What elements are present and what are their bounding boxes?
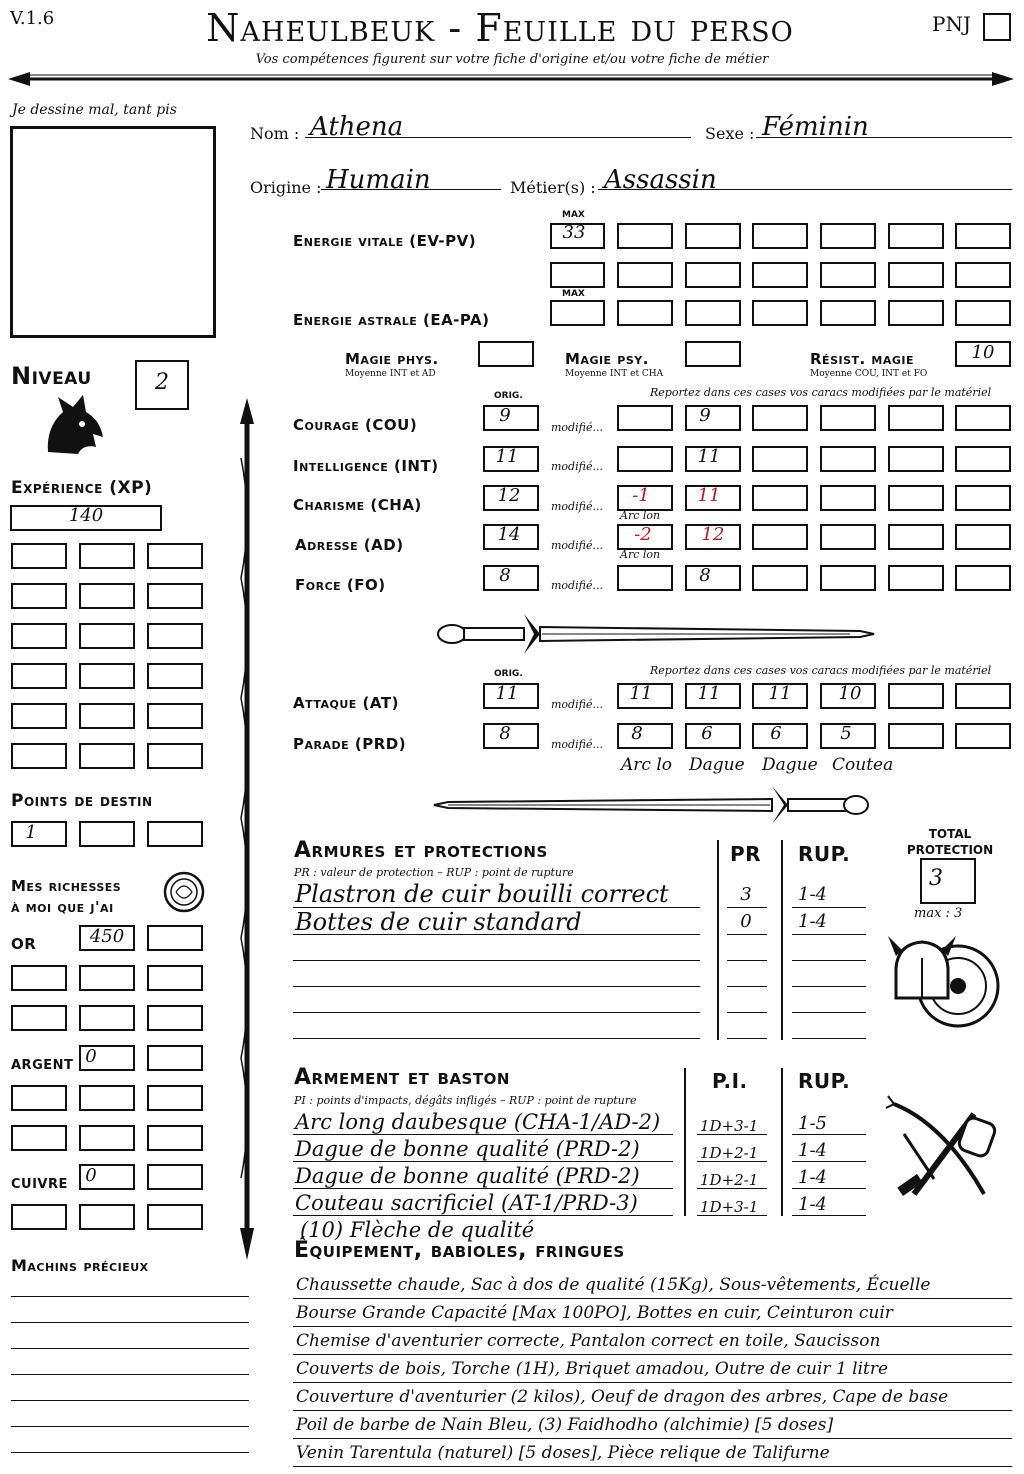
equipement-rule[interactable] — [293, 1438, 1012, 1439]
resist-magie-label: Résist. magie — [810, 350, 915, 368]
arme-pi: 1D+2-1 — [700, 1144, 759, 1162]
total-protection-max: max : 3 — [914, 906, 963, 921]
xp-cell[interactable] — [11, 743, 67, 769]
at-cell[interactable] — [955, 683, 1011, 709]
precieux-line[interactable] — [11, 1348, 249, 1349]
xp-label: Expérience (XP) — [11, 478, 153, 498]
metier-value: Assassin — [604, 165, 717, 195]
prd-cell[interactable] — [955, 723, 1011, 749]
sexe-label: Sexe : — [705, 124, 755, 143]
xp-cell[interactable] — [147, 583, 203, 609]
spear-divider-icon — [8, 68, 1016, 90]
or-label: OR — [11, 935, 37, 953]
precieux-line[interactable] — [11, 1374, 249, 1375]
destin-value: 1 — [25, 822, 37, 843]
equipement-line: Chaussette chaude, Sac à dos de qualité (15Kg), Sous-vêtements, Écuelle — [296, 1275, 931, 1295]
magie-psy-label: Magie psy. — [565, 350, 649, 368]
ev-cell[interactable] — [550, 262, 605, 288]
carac-label: Courage (COU) — [293, 416, 418, 434]
xp-cell[interactable] — [11, 583, 67, 609]
carac-mod-cell[interactable] — [888, 565, 944, 591]
argent-label: ARGENT — [11, 1058, 74, 1073]
sword-icon — [432, 782, 872, 828]
total-protection-label: TOTAL PROTECTION — [906, 827, 994, 857]
armures-pr-label: PR — [730, 842, 762, 866]
arme-name: Dague de bonne qualité (PRD-2) — [295, 1164, 640, 1188]
nom-label: Nom : — [250, 124, 300, 143]
combat-orig-label: ORIG. — [494, 669, 523, 679]
arme-rup: 1-4 — [798, 1194, 827, 1215]
resist-magie-value: 10 — [971, 342, 995, 363]
magie-psy-sub: Moyenne INT et CHA — [565, 369, 664, 379]
sword-icon — [430, 610, 875, 658]
richesses-label-2: à moi que j'ai — [11, 898, 114, 916]
armure-line[interactable] — [293, 1012, 700, 1013]
arme-line[interactable] — [792, 1215, 866, 1216]
at-value: 11 — [768, 683, 792, 704]
armement-note: PI : points d'impacts, dégâts infligés – RUP : point de rupture — [294, 1094, 637, 1107]
destin-cell[interactable] — [147, 821, 203, 847]
equipement-rule[interactable] — [293, 1354, 1012, 1355]
armure-line[interactable] — [727, 986, 767, 987]
carac-mod-cell[interactable] — [888, 446, 944, 472]
cuivre-value: 0 — [85, 1165, 97, 1186]
money-cell[interactable] — [11, 965, 67, 991]
arme-line[interactable] — [697, 1188, 767, 1189]
carac-mod-cell[interactable] — [888, 485, 944, 511]
at-value: 11 — [629, 683, 653, 704]
richesses-label: Mes richesses — [11, 877, 122, 895]
ea-cell[interactable] — [820, 300, 876, 326]
carac-mod-cell[interactable] — [820, 524, 876, 550]
carac-mod-cell[interactable] — [752, 405, 808, 431]
vertical-spear-icon — [232, 398, 262, 1260]
armure-line[interactable] — [727, 1038, 767, 1039]
equipement-line: Poil de barbe de Nain Bleu, (3) Faidhodho (alchimie) [5 doses] — [296, 1415, 834, 1435]
ev-cell[interactable] — [685, 223, 741, 249]
equipement-line: Venin Tarentula (naturel) [5 doses], Pièce relique de Talifurne — [296, 1443, 830, 1463]
niveau-label: Niveau — [11, 362, 92, 390]
armement-col-sep — [781, 1068, 783, 1216]
armure-line[interactable] — [727, 960, 767, 961]
money-cell[interactable] — [147, 1005, 203, 1031]
arme-line[interactable] — [293, 1188, 673, 1189]
equipement-rule[interactable] — [293, 1410, 1012, 1411]
sexe-value: Féminin — [762, 112, 869, 142]
carac-label: Force (FO) — [295, 576, 386, 594]
money-cell[interactable] — [147, 965, 203, 991]
sheet-title: Naheulbeuk - Feuille du perso — [206, 6, 794, 50]
prd-value: 6 — [701, 723, 713, 744]
equipement-rule[interactable] — [293, 1298, 1012, 1299]
armures-note: PR : valeur de protection – RUP : point de rupture — [294, 866, 574, 879]
magie-phys-label: Magie phys. — [345, 350, 439, 368]
ev-cell[interactable] — [820, 262, 876, 288]
at-label: Attaque (AT) — [293, 694, 399, 712]
ea-cell[interactable] — [888, 300, 944, 326]
armure-line[interactable] — [727, 934, 767, 935]
armure-rup: 1-4 — [798, 911, 827, 932]
arme-extra: (10) Flèche de qualité — [300, 1218, 535, 1242]
caracs-orig-label: ORIG. — [494, 391, 523, 401]
carac-label: Charisme (CHA) — [293, 496, 422, 514]
crossed-weapons-icon — [884, 1094, 1004, 1214]
magie-phys-sub: Moyenne INT et AD — [345, 369, 436, 379]
arme-name: Arc long daubesque (CHA-1/AD-2) — [295, 1110, 661, 1134]
combat-report-note: Reportez dans ces cases vos caracs modifiées par le matériel — [650, 664, 992, 677]
armure-line[interactable] — [792, 986, 866, 987]
carac-mod-cell[interactable] — [955, 485, 1011, 511]
armure-line[interactable] — [293, 934, 700, 935]
equipement-rule[interactable] — [293, 1466, 1012, 1467]
armure-line[interactable] — [293, 986, 700, 987]
armure-line[interactable] — [792, 907, 866, 908]
armure-line[interactable] — [792, 1038, 866, 1039]
xp-cell[interactable] — [11, 703, 67, 729]
carac-modif-label: modifié... — [551, 539, 603, 552]
ea-cell[interactable] — [955, 300, 1011, 326]
prd-value: 5 — [840, 723, 852, 744]
niveau-value: 2 — [155, 370, 169, 395]
nom-value: Athena — [310, 112, 404, 142]
cuivre-label: CUIVRE — [11, 1177, 68, 1192]
armement-rup-label: RUP. — [798, 1069, 851, 1093]
money-cell[interactable] — [147, 1125, 203, 1151]
carac-mod-cell[interactable] — [820, 485, 876, 511]
arme-pi: 1D+3-1 — [700, 1117, 759, 1135]
at-cell[interactable] — [888, 683, 944, 709]
carac-final-value: 11 — [697, 446, 721, 467]
equipement-line: Couverts de bois, Torche (1H), Briquet amadou, Outre de cuir 1 litre — [296, 1359, 889, 1379]
armures-rup-label: RUP. — [798, 842, 851, 866]
precieux-line[interactable] — [11, 1426, 249, 1427]
armure-line[interactable] — [727, 907, 767, 908]
armure-pr: 0 — [740, 911, 752, 932]
money-cell[interactable] — [11, 1125, 67, 1151]
arme-line[interactable] — [697, 1161, 767, 1162]
portrait-box[interactable] — [10, 126, 216, 338]
carac-mod-cell[interactable] — [955, 405, 1011, 431]
armure-line[interactable] — [727, 1012, 767, 1013]
carac-mod-cell[interactable] — [888, 524, 944, 550]
carac-mod-cell[interactable] — [955, 565, 1011, 591]
carac-mod-cell[interactable] — [820, 405, 876, 431]
subtitle: Vos compétences figurent sur votre fiche d'origine et/ou votre fiche de métier — [255, 52, 769, 67]
at-value: 10 — [838, 683, 862, 704]
carac-mod-note: Arc lon — [620, 509, 661, 522]
xp-value: 140 — [68, 505, 104, 526]
at-modif-label: modifié... — [551, 698, 603, 711]
xp-cell[interactable] — [79, 663, 135, 689]
armement-col-sep — [684, 1068, 686, 1216]
arme-pi: 1D+2-1 — [700, 1171, 759, 1189]
arme-rup: 1-5 — [798, 1113, 827, 1134]
armure-line[interactable] — [792, 934, 866, 935]
carac-modif-label: modifié... — [551, 579, 603, 592]
destin-cell[interactable] — [79, 821, 135, 847]
carac-orig-value: 14 — [497, 524, 521, 545]
money-cell[interactable] — [11, 1085, 67, 1111]
equipement-rule[interactable] — [293, 1382, 1012, 1383]
money-cell[interactable] — [11, 1204, 67, 1230]
carac-mod-cell[interactable] — [955, 446, 1011, 472]
carac-modif-label: modifié... — [551, 460, 603, 473]
magie-psy-box[interactable] — [685, 341, 741, 367]
prd-value: 6 — [770, 723, 782, 744]
precieux-line[interactable] — [11, 1322, 249, 1323]
origine-value: Humain — [326, 165, 431, 195]
armement-title: Armement et baston — [294, 1065, 510, 1090]
equipement-line: Couverture d'aventurier (2 kilos), Oeuf de dragon des arbres, Cape de base — [296, 1387, 949, 1407]
arme-line[interactable] — [792, 1134, 866, 1135]
arme-rup: 1-4 — [798, 1167, 827, 1188]
carac-mod-cell[interactable] — [888, 405, 944, 431]
dragon-head-icon — [38, 392, 108, 464]
carac-final-value: 12 — [701, 524, 725, 545]
xp-cell[interactable] — [79, 743, 135, 769]
xp-cell[interactable] — [79, 623, 135, 649]
armure-rup: 1-4 — [798, 884, 827, 905]
armure-name: Bottes de cuir standard — [295, 908, 582, 936]
arme-line[interactable] — [293, 1161, 673, 1162]
arme-line[interactable] — [697, 1215, 767, 1216]
arme-name: Dague de bonne qualité (PRD-2) — [295, 1137, 640, 1161]
carac-orig-value: 9 — [499, 405, 511, 426]
at-orig-value: 11 — [495, 683, 519, 704]
carac-final-value: 11 — [697, 485, 721, 506]
ea-cell[interactable] — [617, 300, 673, 326]
argent-cell[interactable] — [147, 1045, 203, 1071]
carac-orig-value: 12 — [497, 485, 521, 506]
arme-line[interactable] — [792, 1188, 866, 1189]
prd-cell[interactable] — [888, 723, 944, 749]
ev-cell[interactable] — [617, 223, 673, 249]
xp-cell[interactable] — [11, 663, 67, 689]
armure-name: Plastron de cuir bouilli correct — [295, 880, 669, 908]
carac-final-value: 8 — [699, 565, 711, 586]
money-cell[interactable] — [79, 1125, 135, 1151]
xp-cell[interactable] — [79, 703, 135, 729]
xp-cell[interactable] — [147, 543, 203, 569]
destin-label: Points de destin — [11, 791, 153, 811]
xp-cell[interactable] — [147, 623, 203, 649]
weapon-name: Dague — [689, 755, 745, 775]
carac-mod-cell[interactable] — [617, 565, 673, 591]
carac-label: Adresse (AD) — [295, 536, 404, 554]
carac-mod-cell[interactable] — [617, 405, 673, 431]
arme-line[interactable] — [293, 1134, 673, 1135]
xp-cell[interactable] — [147, 703, 203, 729]
ea-max-label: MAX — [562, 289, 585, 299]
prd-value: 8 — [631, 723, 643, 744]
armures-col-sep — [717, 840, 719, 1040]
version-label: V.1.6 — [10, 8, 55, 29]
money-cell[interactable] — [11, 1005, 67, 1031]
arme-line[interactable] — [697, 1134, 767, 1135]
ev-cell[interactable] — [888, 223, 944, 249]
ev-cell[interactable] — [955, 262, 1011, 288]
ea-max-box[interactable] — [550, 300, 605, 326]
arme-pi: 1D+3-1 — [700, 1198, 759, 1216]
carac-mod-cell[interactable] — [820, 446, 876, 472]
ev-label: Energie vitale (EV-PV) — [293, 232, 477, 250]
prd-modif-label: modifié... — [551, 738, 603, 751]
armures-col-sep — [781, 840, 783, 1040]
weapon-name: Coutea — [832, 755, 894, 775]
or-cell[interactable] — [147, 925, 203, 951]
xp-cell[interactable] — [147, 743, 203, 769]
carac-modif-label: modifié... — [551, 421, 603, 434]
carac-modif-label: modifié... — [551, 500, 603, 513]
cuivre-cell[interactable] — [147, 1164, 203, 1190]
armure-pr: 3 — [740, 884, 752, 905]
ea-cell[interactable] — [685, 300, 741, 326]
carac-mod-cell[interactable] — [752, 446, 808, 472]
equipement-rule[interactable] — [293, 1326, 1012, 1327]
coin-icon — [162, 870, 206, 914]
armement-pi-label: P.I. — [712, 1069, 748, 1093]
armure-line[interactable] — [792, 1012, 866, 1013]
argent-value: 0 — [85, 1046, 97, 1067]
ev-cell[interactable] — [955, 223, 1011, 249]
money-cell[interactable] — [79, 1085, 135, 1111]
caracs-report-note: Reportez dans ces cases vos caracs modifiées par le matériel — [650, 386, 992, 399]
armures-title: Armures et protections — [294, 838, 548, 863]
armure-line[interactable] — [792, 960, 866, 961]
ea-cell[interactable] — [752, 300, 808, 326]
equipement-line: Bourse Grande Capacité [Max 100PO], Bottes en cuir, Ceinturon cuir — [296, 1303, 893, 1323]
metier-label: Métier(s) : — [510, 178, 596, 197]
ev-cell[interactable] — [752, 262, 808, 288]
precieux-line[interactable] — [11, 1400, 249, 1401]
precieux-label: Machins précieux — [11, 1256, 149, 1275]
money-cell[interactable] — [147, 1204, 203, 1230]
arme-rup: 1-4 — [798, 1140, 827, 1161]
weapon-name: Arc lo — [621, 755, 672, 775]
prd-orig-value: 8 — [499, 723, 511, 744]
money-cell[interactable] — [79, 1005, 135, 1031]
xp-cell[interactable] — [11, 623, 67, 649]
carac-orig-value: 8 — [499, 565, 511, 586]
arme-line[interactable] — [792, 1161, 866, 1162]
carac-mod-cell[interactable] — [752, 485, 808, 511]
equipement-line: Chemise d'aventurier correcte, Pantalon correct en toile, Saucisson — [296, 1331, 881, 1351]
money-cell[interactable] — [79, 1204, 135, 1230]
resist-magie-sub: Moyenne COU, INT et FO — [810, 369, 928, 379]
ev-max-label: MAX — [562, 210, 585, 220]
prd-label: Parade (PRD) — [293, 735, 407, 753]
carac-mod-value: -2 — [634, 524, 652, 545]
arme-name: Couteau sacrificiel (AT-1/PRD-3) — [295, 1191, 638, 1215]
ev-cell[interactable] — [820, 223, 876, 249]
ev-cell[interactable] — [888, 262, 944, 288]
carac-mod-cell[interactable] — [820, 565, 876, 591]
magie-phys-box[interactable] — [478, 341, 534, 367]
portrait-caption: Je dessine mal, tant pis — [12, 102, 177, 118]
carac-orig-value: 11 — [495, 446, 519, 467]
pnj-checkbox[interactable] — [983, 13, 1011, 41]
xp-cell[interactable] — [147, 663, 203, 689]
ev-max-value: 33 — [562, 222, 586, 243]
carac-mod-cell[interactable] — [955, 524, 1011, 550]
carac-mod-note: Arc lon — [620, 548, 661, 561]
carac-final-value: 9 — [699, 405, 711, 426]
at-value: 11 — [697, 683, 721, 704]
arme-line[interactable] — [293, 1215, 673, 1216]
xp-cell[interactable] — [79, 543, 135, 569]
ev-cell[interactable] — [685, 262, 741, 288]
carac-mod-value: -1 — [632, 485, 650, 506]
ev-cell[interactable] — [752, 223, 808, 249]
xp-cell[interactable] — [11, 543, 67, 569]
xp-cell[interactable] — [79, 583, 135, 609]
carac-mod-cell[interactable] — [752, 565, 808, 591]
total-protection-value: 3 — [929, 866, 943, 891]
pnj-label: PNJ — [932, 12, 971, 36]
money-cell[interactable] — [79, 965, 135, 991]
or-value: 450 — [89, 926, 125, 947]
money-cell[interactable] — [147, 1085, 203, 1111]
carac-mod-cell[interactable] — [617, 446, 673, 472]
carac-label: Intelligence (INT) — [293, 457, 439, 475]
armure-line[interactable] — [293, 960, 700, 961]
ev-cell[interactable] — [617, 262, 673, 288]
weapon-name: Dague — [762, 755, 818, 775]
precieux-line[interactable] — [11, 1296, 249, 1297]
equipement-title: Équipement, babioles, fringues — [294, 1238, 625, 1263]
precieux-line[interactable] — [11, 1452, 249, 1453]
helmet-shield-icon — [888, 928, 1004, 1038]
origine-label: Origine : — [250, 178, 322, 197]
ea-label: Energie astrale (EA-PA) — [293, 311, 490, 329]
armure-line[interactable] — [293, 1038, 700, 1039]
carac-mod-cell[interactable] — [752, 524, 808, 550]
